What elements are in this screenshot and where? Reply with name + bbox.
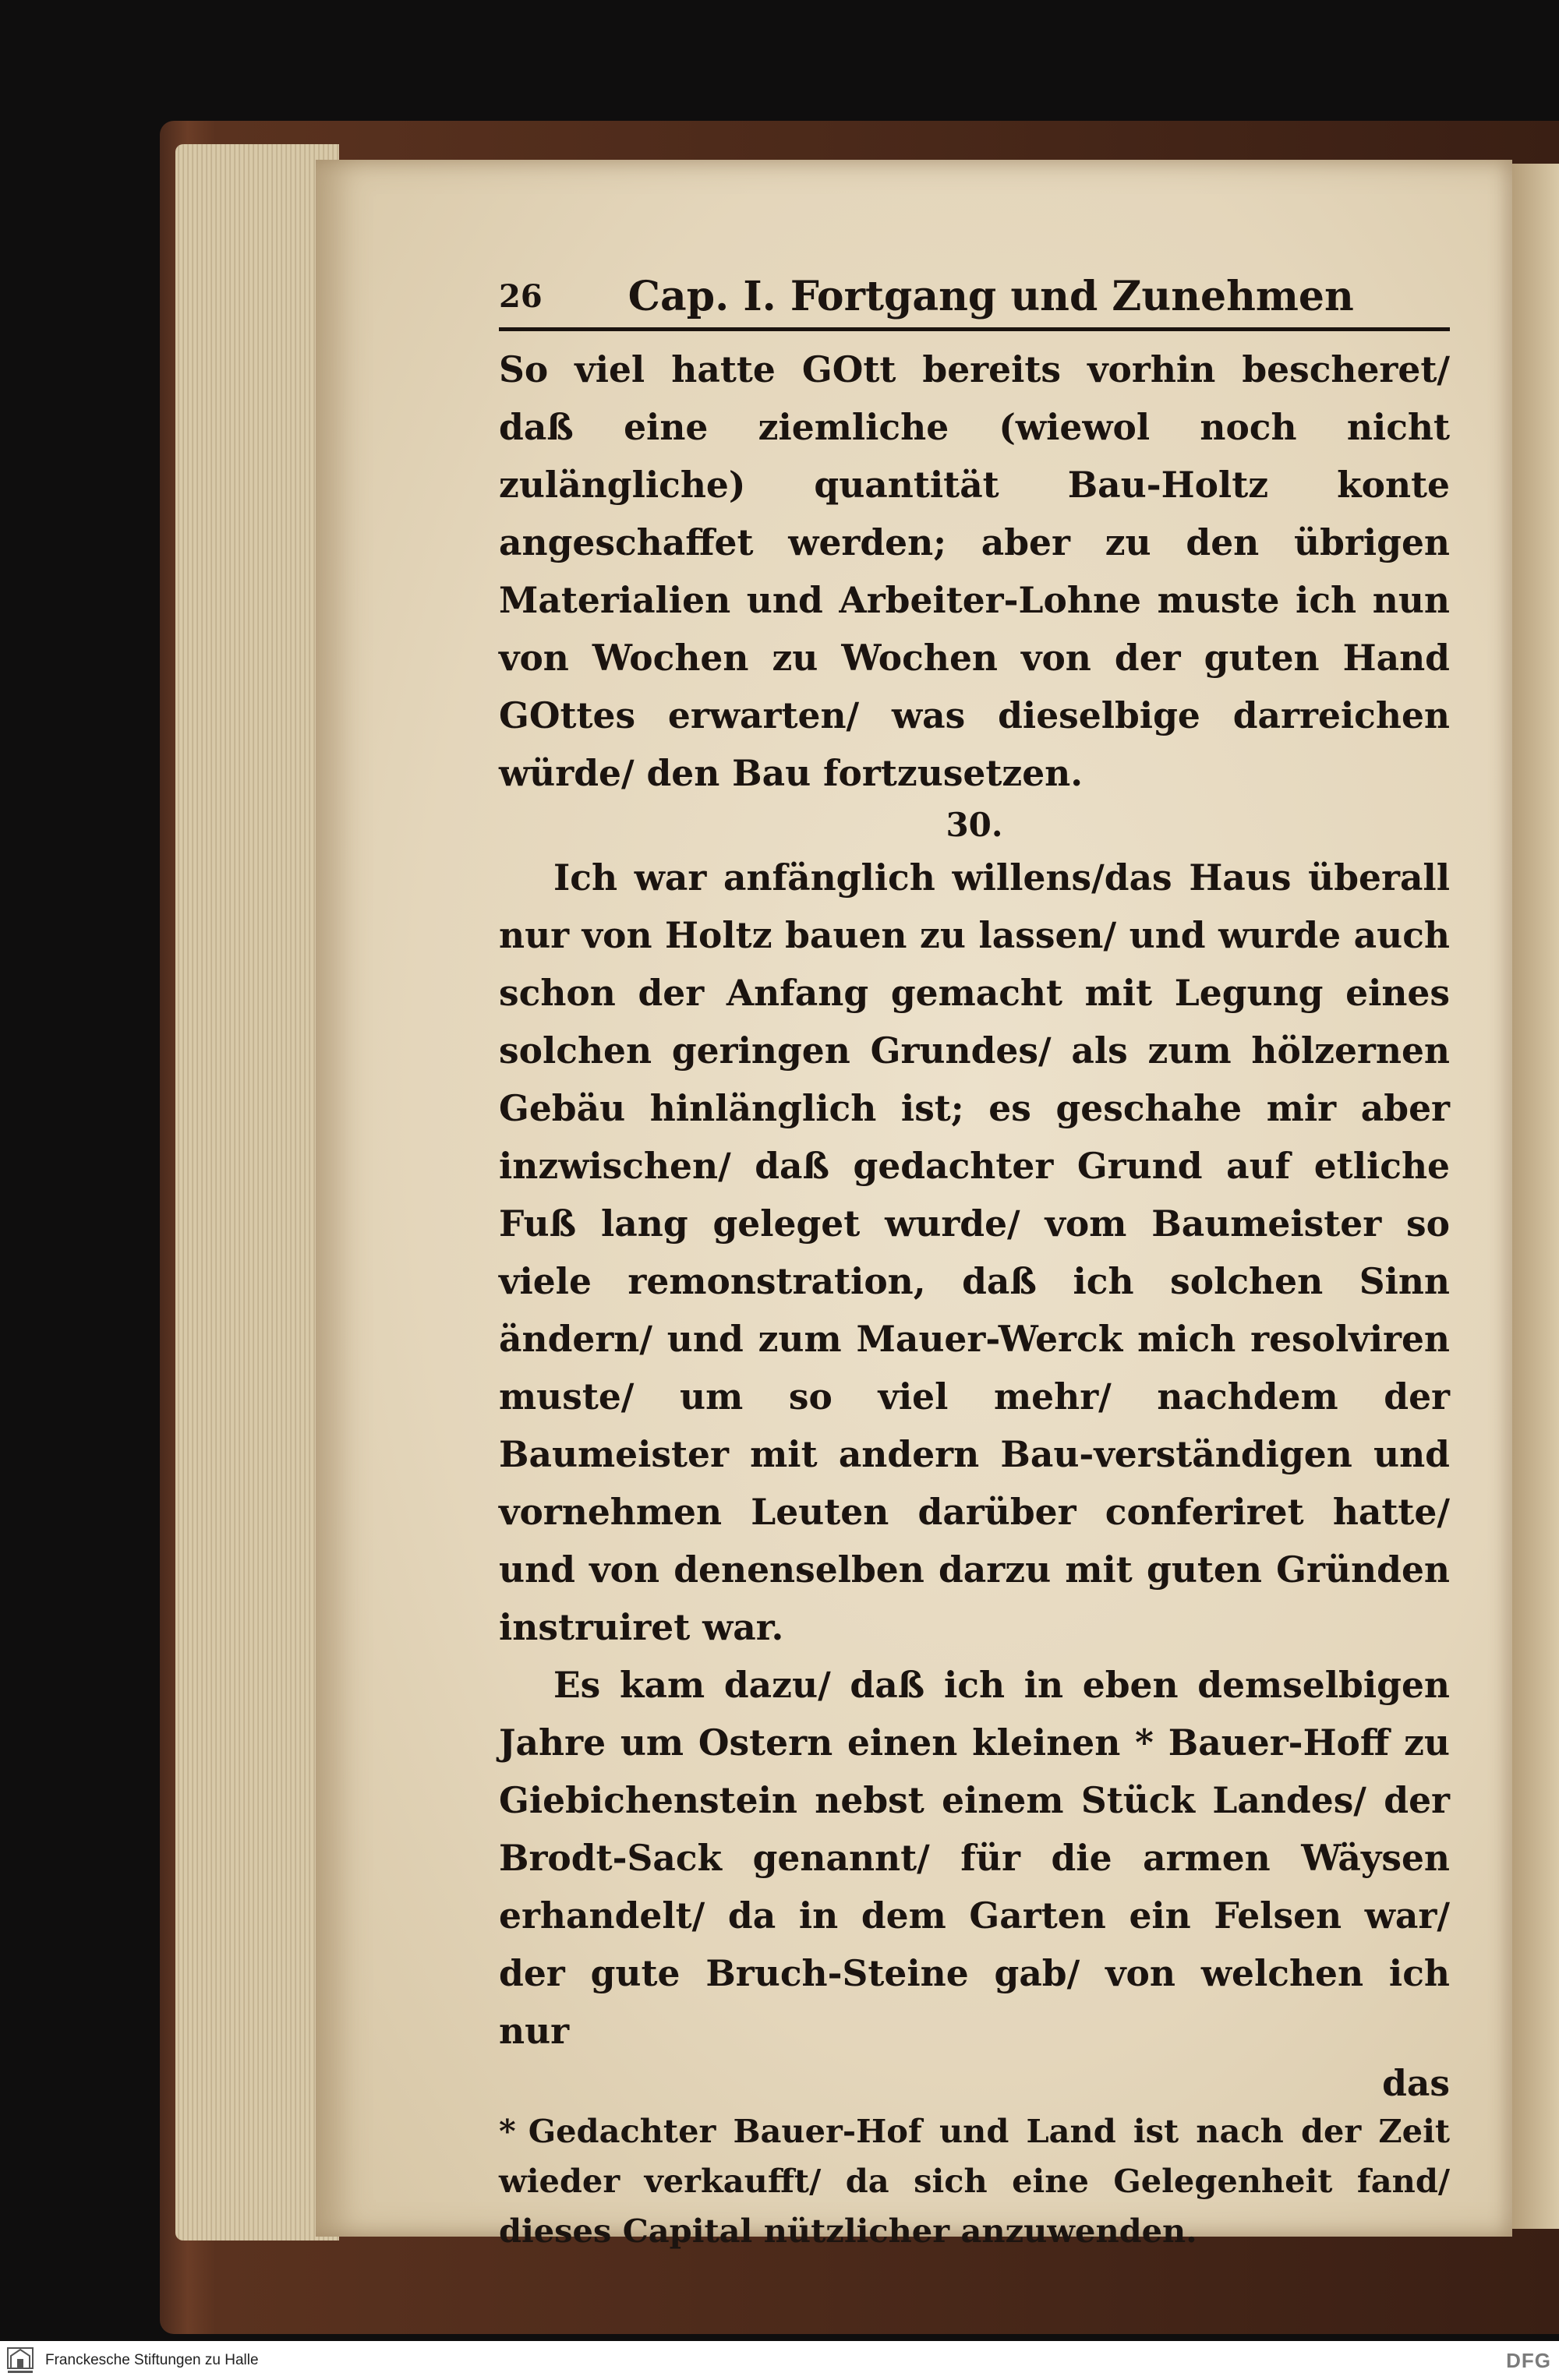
footnote-text: Gedachter Bauer-Hof und Land ist nach der Zeit wieder verkaufft/ da sich eine Gelegenheit fand/ dieses Capital nützlicher anzuwenden. (499, 2112, 1450, 2250)
paragraph-3: Es kam dazu/ daß ich in eben demselbigen Jahre um Ostern einen kleinen * Bauer-Hoff zu Giebichenstein nebst einem Stück Landes/ der Brodt-Sack genannt/ für die armen Wäysen erhandelt/ da in dem Garten ein Felsen war/ der gute Bruch-Steine gab/ von welchen ich nur (499, 1664, 1450, 2052)
running-title: Cap. I. Fortgang und Zunehmen (627, 272, 1354, 320)
page-stack (175, 144, 339, 2241)
page-text (499, 265, 1450, 2256)
page-number: 26 (499, 277, 543, 315)
foundation-logo-icon (3, 2343, 37, 2378)
footer-bar (0, 2341, 1559, 2380)
page-header (499, 265, 1450, 331)
catchword: das (1382, 2062, 1450, 2104)
footnote (499, 2106, 1450, 2256)
section-number: 30. (946, 806, 1003, 844)
paragraph-1: So viel hatte GOtt bereits vorhin bescheret/ daß eine ziemliche (wiewol noch nicht zulängliche) quantität Bau-Holtz konte angeschaffet werden; aber zu den übrigen Materialien und Arbeiter-Lohne muste ich nun von Wochen zu Wochen von der guten Hand GOttes erwarten/ was dieselbige darreichen würde/ den Bau fortzusetzen. (499, 348, 1450, 794)
footer-institution: Franckesche Stiftungen zu Halle (45, 2352, 259, 2368)
paragraph-2: Ich war anfänglich willens/das Haus überall nur von Holtz bauen zu lassen/ und wurde auch schon der Anfang gemacht mit Legung eines solchen geringen Grundes/ als zum hölzernen Gebäu hinlänglich ist; es geschahe mir aber inzwischen/ daß gedachter Grund auf etliche Fuß lang geleget wurde/ vom Baumeister so viele remonstration, daß ich solchen Sinn ändern/ und zum Mauer-Werck mich resolviren muste/ um so viel mehr/ nachdem der Baumeister mit andern Bau-verständigen und vornehmen Leuten darüber conferiret hatte/ und von denenselben darzu mit guten Gründen instruiret war. (499, 856, 1450, 1648)
funder-logo: DFG (1506, 2349, 1551, 2372)
footnote-marker: * (499, 2112, 516, 2150)
facing-page-edge (1512, 164, 1559, 2229)
